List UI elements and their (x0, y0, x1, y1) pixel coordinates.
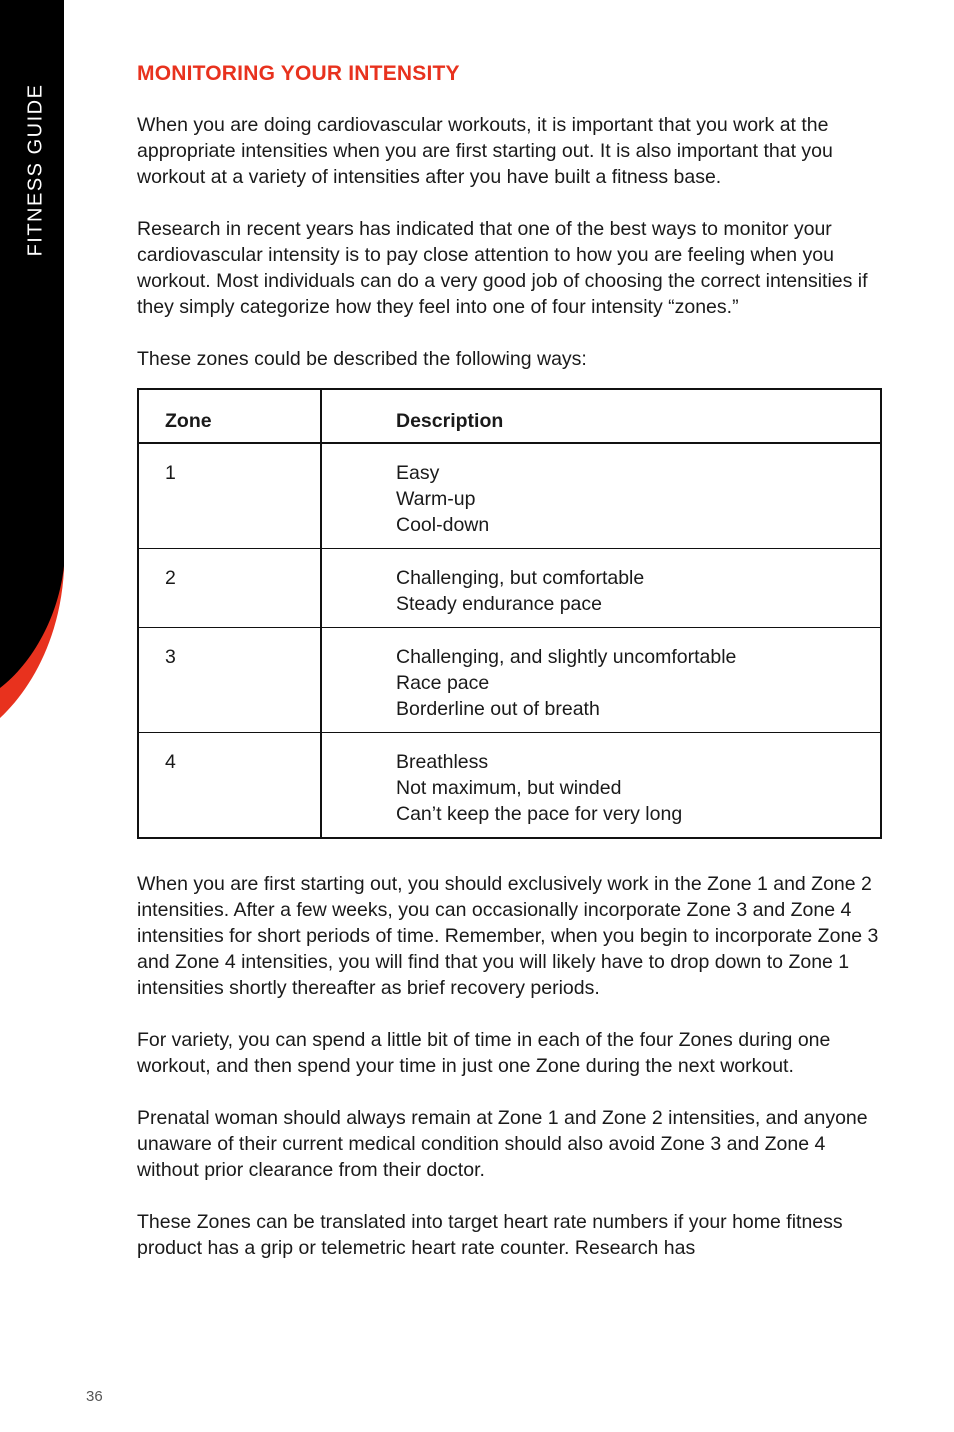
description-line: Not maximum, but winded (396, 777, 622, 799)
description-line: Borderline out of breath (396, 698, 600, 720)
zone-description (321, 549, 881, 628)
zone-number: 4 (138, 733, 321, 839)
table-row (138, 628, 881, 733)
description-line: Easy (396, 462, 440, 484)
variety-paragraph: For variety, you can spend a little bit of time in each of the four Zones during one workout, and then spend your time in just one Zone during the next workout. (137, 1029, 831, 1077)
side-tab-label: FITNESS GUIDE (24, 83, 47, 257)
table-row (138, 733, 881, 839)
description-line: Steady endurance pace (396, 593, 602, 615)
table-row (138, 549, 881, 628)
zone-column-header: Zone (138, 389, 321, 443)
zone-number: 3 (138, 628, 321, 733)
page-number: 36 (86, 1388, 103, 1405)
side-tab (0, 0, 64, 720)
description-line: Challenging, and slightly uncomfortable (396, 646, 737, 668)
zone-number: 2 (138, 549, 321, 628)
zone-description (321, 628, 881, 733)
description-line: Race pace (396, 672, 490, 694)
description-line: Breathless (396, 751, 489, 773)
zone-table-header-row (138, 389, 881, 443)
research-paragraph: Research in recent years has indicated that one of the best ways to monitor your cardiovascular intensity is to pay close attention to how you are feeling when you workout. Most individuals can do a very good job of choosing the correct intensities if they simply categorize how they feel into one of four intensity “zones.” (137, 218, 868, 318)
description-column-header: Description (321, 389, 881, 443)
heart-rate-paragraph: These Zones can be translated into target heart rate numbers if your home fitness product has a grip or telemetric heart rate counter. Research has (137, 1211, 843, 1259)
starting-out-paragraph: When you are first starting out, you should exclusively work in the Zone 1 and Zone 2 intensities. After a few weeks, you can occasionally incorporate Zone 3 and Zone 4 intensities for short periods of time. Remember, when you begin to incorporate Zone 3 and Zone 4 intensities, you will find that you will likely have to drop down to Zone 1 intensities shortly thereafter as brief recovery periods. (137, 873, 879, 999)
zone-table (137, 388, 882, 839)
description-line: Can’t keep the pace for very long (396, 803, 683, 825)
description-line: Warm-up (396, 488, 476, 510)
zones-lead-paragraph: These zones could be described the following ways: (137, 348, 587, 370)
page-heading: MONITORING YOUR INTENSITY (137, 62, 460, 85)
zone-description (321, 733, 881, 839)
prenatal-paragraph: Prenatal woman should always remain at Zone 1 and Zone 2 intensities, and anyone unaware of their current medical condition should also avoid Zone 3 and Zone 4 without prior clearance from their doctor. (137, 1107, 868, 1181)
description-line: Cool-down (396, 514, 490, 536)
intro-paragraph: When you are doing cardiovascular workouts, it is important that you work at the appropriate intensities when you are first starting out. It is also important that you workout at a variety of intensities after you have built a fitness base. (137, 114, 833, 188)
description-line: Challenging, but comfortable (396, 567, 645, 589)
zone-description (321, 443, 881, 549)
page-content (137, 62, 882, 1287)
zone-number: 1 (138, 443, 321, 549)
table-row (138, 443, 881, 549)
